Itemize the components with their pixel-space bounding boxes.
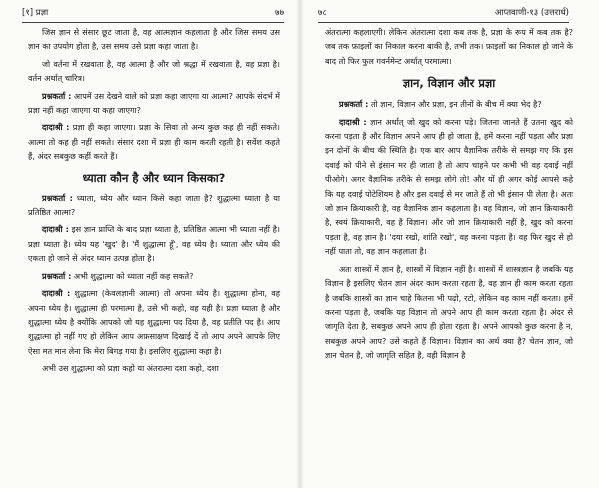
speaker-label: दादाश्री : (339, 116, 367, 127)
paragraph: जो वर्तना में रखवाता है, वह आत्मा है और जो श्रद्धा में रखवाता है, वह प्रज्ञा है। वर्तन अर्थात् चारित्र। (28, 58, 280, 84)
answer-text: शुद्धात्मा (केवलज्ञानी आत्मा) तो अपना ध्येय है। शुद्धात्मा होना, वह अपना ध्येय है। शुद्धात्मा ही परमात्मा है, उसे भी कहो, वह यही है। प्रज्ञा ध्याता है और शुद्धात्मा ध्येय है क्योंकि आपको जो यह शुद्धात्मा पद दिया है, वह प्रतीति पद है। आप शुद्धात्मा हो नहीं गए हो लेकिन आप अफ़साक्षण दिखाई दें तो आप अपने आपके लिए ऐसा मत मान लेना कि मेरा बिगड़ गया है। इसलिए शुद्धात्मा कहा है। (28, 288, 281, 356)
answer-text: प्रज्ञा ही कहा जाएगा। प्रज्ञा के सिवा तो अन्य कुछ कह ही नहीं सकते। आत्मा तो कह ही नहीं सकते। संसार दशा में प्रज्ञा ही काम करती रहती है। सर्वेश कहते हैं, अंदर सबकुछ कहीं करते हैं। (28, 122, 280, 162)
question-text: अभी शुद्धात्मा को ध्याता नहीं कह सकते? (73, 270, 194, 281)
question-paragraph (28, 89, 280, 118)
speaker-label: प्रश्नकर्ता : (42, 270, 72, 281)
right-page-number: ७८ (318, 8, 327, 18)
left-page-body (28, 25, 280, 486)
left-page-header (22, 6, 284, 23)
left-page-number: ७७ (275, 8, 284, 18)
speaker-label: दादाश्री : (42, 224, 69, 235)
answer-paragraph (28, 286, 280, 358)
answer-text: इस ज्ञान प्राप्ति के बाद प्रज्ञा ध्याता है, प्रतिष्ठित आत्मा भी ध्याता नहीं है। प्रज्ञा ध्याता है। ध्येय यह 'खुद' है। 'मैं शुद्धात्मा हूँ', वह ध्येय है। ध्याता और ध्येय की एकता हो जाने से अंदर ध्यान उत्पन्न होता है। (28, 224, 280, 264)
right-page-body (325, 25, 573, 486)
answer-paragraph (28, 120, 280, 163)
left-header-section: [१] प्रज्ञा (22, 8, 49, 18)
question-paragraph (325, 97, 573, 111)
question-paragraph (28, 191, 280, 220)
paragraph: अभी उस शुद्धात्मा को प्रज्ञा कहो या अंतरात्मा दशा कहो, दशा (42, 363, 219, 374)
answer-paragraph (28, 222, 280, 265)
speaker-label: दादाश्री : (42, 122, 70, 133)
question-text: तो ज्ञान, विज्ञान और प्रज्ञा, इन तीनों के बीच में क्या भेद है? (370, 99, 542, 110)
section-heading: ध्याता कौन है और ध्यान किसका? (82, 170, 226, 185)
section-heading: ज्ञान, विज्ञान और प्रज्ञा (402, 76, 496, 91)
speaker-label: दादाश्री : (42, 288, 71, 299)
right-page (300, 0, 599, 488)
speaker-label: प्रश्नकर्ता : (339, 99, 369, 110)
question-text: आपमें उस देखने वाले को प्रज्ञा कहा जाएगा या आत्मा? आपके संदर्भ में प्रज्ञा नहीं कहा जाएगा या कहा जाएगा? (28, 90, 281, 116)
paragraph: अंतरात्मा कहलाएगी। लेकिन अंतरात्मा दशा कब तक है, प्रज्ञा के रूप में कब तक है? जब तक फ़ाइलों का निकाल करना बाकी है, तभी तक। फ़ाइलों का निकाल हो जाने के बाद तो फिर फुल गवर्नमेन्ट अर्थात् परमात्मा। (325, 27, 573, 66)
speaker-label: प्रश्नकर्ता : (42, 90, 72, 101)
right-page-header (318, 6, 569, 23)
paragraph: जिस ज्ञान से संसार छूट जाता है, वह आत्मज्ञान कहलाता है और जिस समय उस ज्ञान का उपयोग होता है, उस समय उसे प्रज्ञा कहा जाता है। (28, 27, 280, 52)
answer-paragraph (325, 115, 573, 259)
paragraph: अतः शास्त्रों में ज्ञान है, शास्त्रों में विज्ञान नहीं है। शास्त्रों में शास्त्रज्ञान है जबकि यह विज्ञान है इसलिए चेतन ज्ञान अंदर काम करता रहता है, वह ज्ञान ही काम करता रहता है जबकि शास्त्रों का ज्ञान चाहे कितना भी पढ़ो, रटो, लेकिन वह काम नहीं करता। हमें करना पड़ता है, जबकि यह विज्ञान तो अपने आप ही काम करता रहता है। अंदर से जागृति देता है, सबकुछ अपने आप ही होता रहता है। अपने आपको कुछ करना है न, सबकुछ अपने आप? उसे कहते हैं विज्ञान। विज्ञान का अर्थ क्या है? चेतन ज्ञान, जो ज्ञान चेतन है, जो जागृति सहित है, वही विज्ञान है (325, 263, 573, 361)
right-header-title: आप्तवाणी-१३ (उत्तरार्ध) (494, 8, 569, 18)
question-text: ध्याता, ध्येय और ध्यान किसे कहा जाता है? शुद्धात्मा ध्याता है या प्रतिष्ठित आत्मा? (28, 192, 281, 218)
answer-text: ज्ञान अर्थात् जो खुद को करना पड़े। जितना जानते हैं उतना खुद को करना पड़ता है और विज्ञान अपने आप ही हो जाता है, हमें करना नहीं पड़ता और प्रज्ञा इन दोनों के बीच की स्थिति है। एक बार आप वैज्ञानिक तरीके से समझ गए कि इस दवाई को पीने से इंसान मर ही जाता है तो आप चाहने पर कभी भी वह दवाई नहीं पीओगे। अगर वैज्ञानिक तरीके से समझ लोगे तो! और यों ही अगर कोई आपसे कहे कि यह दवाई पोटेशियम है और इस दवाई से मर जाते हैं तो भी इंसान पी लेता है। अतः जो ज्ञान क्रियाकारी है, वह वैज्ञानिक ज्ञान कहलाता है। वह विज्ञान, जो ज्ञान क्रियाकारी है, स्वयं क्रियाकारी, वह है विज्ञान। और जो ज्ञान क्रियाकारी नहीं है, खुद को करना पड़ता है, वह ज्ञान है। 'दया रखो, शांति रखो', वह करना पड़ता है। वह फिर खुद से हो नहीं पाता तो, वह ज्ञान कहलाता है। (325, 116, 573, 257)
speaker-label: प्रश्नकर्ता : (42, 192, 73, 203)
question-paragraph (28, 269, 280, 283)
